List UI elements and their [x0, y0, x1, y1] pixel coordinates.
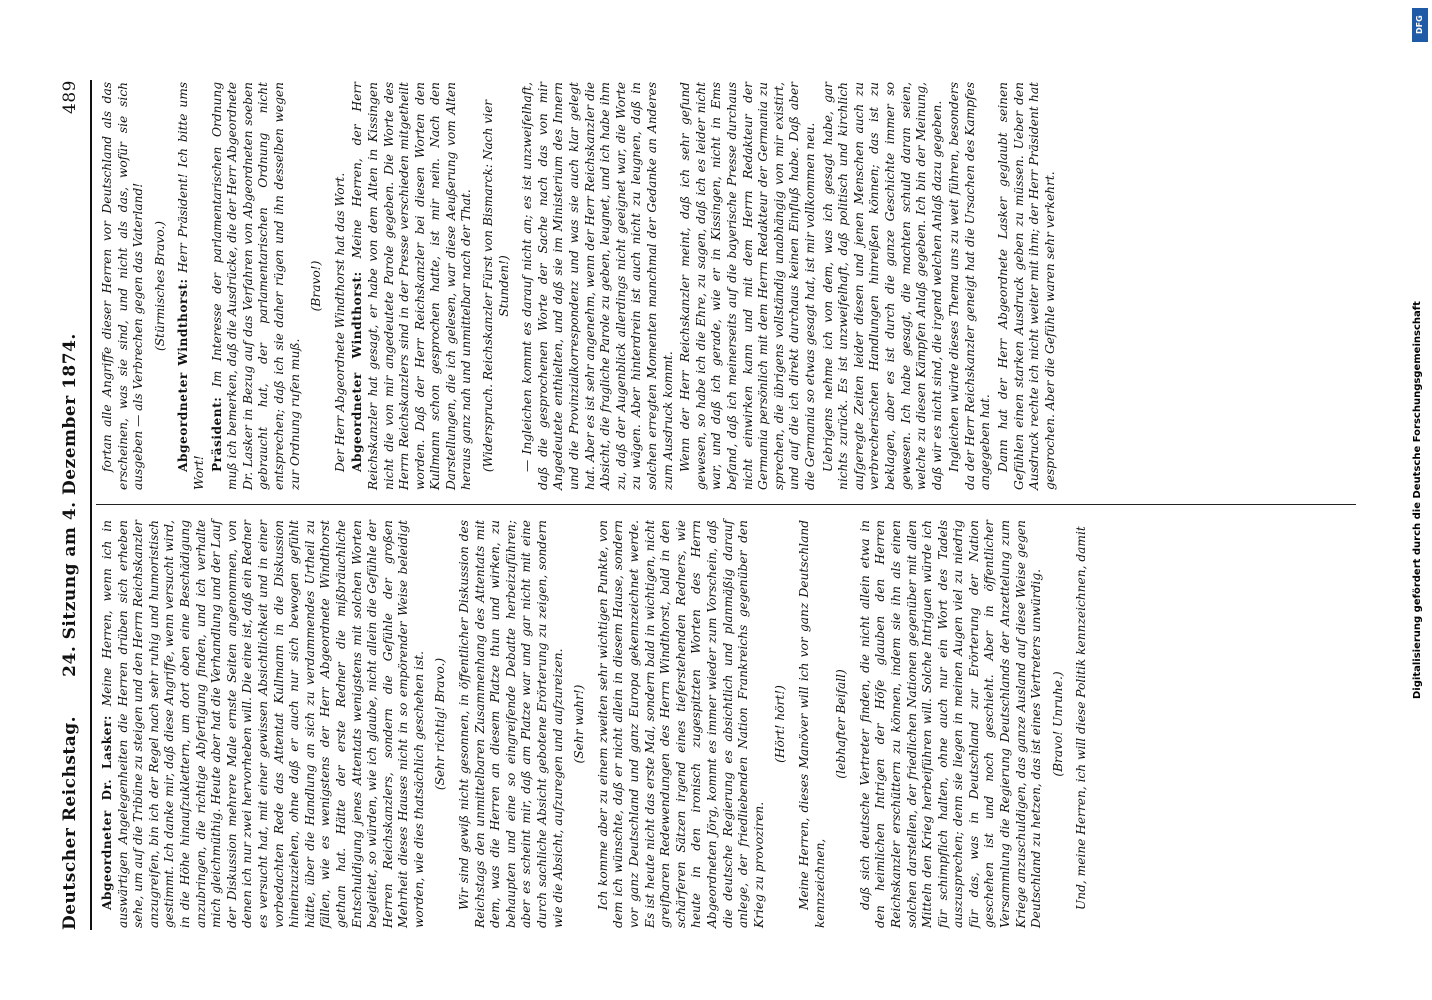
- speech-paragraph: [350, 82, 475, 490]
- speech-text: Herr Präsident! Ich bitte ums Wort!: [176, 81, 206, 490]
- paragraph: daß sich deutsche Vertreter finden, die nicht allein etwa in den heimlichen Intrigen der Höfe glauben den Herren Reichskanzler erschüttern zu können, indem sie ihn als einen solchen darstellen, der friedlichen Nationen gegenüber mit allen Mitteln den Krieg herbeiführen will. Solche Intriguen würde ich für schimpflich halten, ohne auch nur ein Wort des Tadels auszusprechen; denn sie liegen in meinen Augen viel zu niedrig für das, was in Deutschland zur Erörterung der Nation geschehen ist und noch geschieht. Aber in öffentlicher Versammlung die Regierung Deutschlands der Anzettelung zum Kriege anzuschuldigen, das ganze Ausland auf diese Weise gegen Deutschland zu hetzen, das ist eines Vertreters unwürdig.: [857, 520, 1044, 928]
- speech-text: Meine Herren, wenn ich in auswärtigen Angelegenheiten die Herren drüben sich erheben sehe, um auf die Tribüne zu steigen und den Herrn Reichskanzler anzugreifen, bin ich der Regel nach sehr ruhig und humoristisch gestimmt. Ich danke mir, daß diese Angriffe, wenn versucht wird, in die Höhe hinaufzuklettern, um dort oben eine Beschädigung anzubringen, die richtige Abfertigung finden, und ich verhalte mich gleichmüthig. Heute aber hat die Verhandlung und der Lauf der Diskussion mehrere Male ernste Seiten angenommen, von denen ich nur zwei hervorheben will. Die eine ist, daß ein Redner es versucht hat, mit einer gewissen Absichtlichkeit und in einer vorbedachten Rede das Attentat Kullmann in die Diskussion hineinzuziehen, ohne daß er auch nur sich bewogen gefühlt hätte, über die Handlung an sich zu verdammendes Urtheil zu fällen, wie es wenigstens der Herr Abgeordnete Windthorst gethan hat. Hätte der erste Redner die mißbräuchliche Entschuldigung jenes Attentats wenigstens mit solchen Worten begleitet, so würden, wie ich glaube, nicht allein die Gefühle der Herren Reichskanzlers, sondern die Gefühle der großen Mehrheit dieses Hauses nicht in so empörender Weise beleidigt worden, wie dies thatsächlich geschehen ist.: [100, 520, 426, 928]
- right-column: [100, 82, 1060, 490]
- dfg-logo: DFG: [1412, 8, 1428, 42]
- paragraph: Uebrigens nehme ich von dem, was ich gesagt habe, gar nichts zurück. Es ist unzweifelhaft, daß politisch und kirchlich aufgeregte Zeiten leider diesen und jenen Menschen auch zu verbrecherischen Handlungen hinreißen können; das ist zu beklagen, aber es ist durch die ganze Geschichte immer so gewesen. Ich habe gesagt, die machten schuld daran seien, welche zu diesen Kämpfen Anlaß gegeben. Ich bin der Meinung, daß wir es nicht sind, die irgend welchen Anlaß dazu gegeben.: [820, 82, 944, 490]
- interjection: (Hört! hört!): [773, 685, 788, 763]
- paragraph: Der Herr Abgeordnete Windthorst hat das Wort.: [332, 172, 347, 472]
- paragraph: Meine Herren, dieses Manöver will ich vor ganz Deutschland kennzeichnen,: [796, 520, 827, 928]
- paragraph: Wir sind gewiß nicht gesonnen, in öffentlicher Diskussion des Reichstags den unmittelbaren Zusammenhang des Attentats mit dem, was die Herren an diesem Platze thun und wirken, zu behaupten und eine so eingreifende Debatte herbeizuführen; aber es scheint mir, daß am Platze war und gar nicht mit eine durch sachliche Absicht gebotene Erörterung zu zeigen, sondern wie die Absicht, aufzuregen und aufzureizen.: [457, 520, 565, 928]
- interjection: (Bravo!): [309, 260, 324, 312]
- page-number: 489: [60, 80, 80, 114]
- paragraph: — Ingleichen kommt es darauf nicht an; es ist unzweifelhaft, daß die gesprochenen Worte der Sache nach das von mir Angedeutete enthielten, und daß sie im Ministerium des Innern und die Provinzialkorrespondenz und was sie auch klar gelegt hat. Aber es ist sehr angenehm, wenn der Herr Reichskanzler die Absicht, die fragliche Parole zu geben, leugnet, und ich habe ihm zu, daß der Augenblick allerdings nicht geeignet war, die Worte zu wägen. Aber hinterdrein ist auch nicht zu leugnen, daß in solchen erregten Momenten manchmal der Gedanke an Anderes zum Ausdruck kommt.: [520, 82, 675, 490]
- left-column: [100, 520, 1092, 928]
- paragraph: Ich komme aber zu einem zweiten sehr wichtigen Punkte, von dem ich wünschte, daß er nicht allein in diesem Hause, sondern vor ganz Deutschland und ganz Europa gekennzeichnet werde. Es ist heute nicht das erste Mal, sondern bald in wichtigen, nicht greifbaren Redewendungen des Herrn Windthorst, bald in den schärferen Sätzen irgend eines tieferstehenden Redners, wie heute in den ironisch zugespitzten Worten des Herrn Abgeordneten Jörg, kommt es immer wieder zum Vorschein, daß die deutsche Regierung es absichtlich und planmäßig darauf anlege, der friedliebenden Nation Frankreichs gegenüber den Krieg zu provoziren.: [595, 520, 766, 928]
- interjection: (Sehr richtig! Bravo.): [433, 657, 448, 791]
- speech-paragraph: [176, 82, 207, 490]
- paragraph: Dann hat der Herr Abgeordnete Lasker geglaubt seinen Gefühlen einen starken Ausdruck geben zu müssen. Ueber den Ausdruck rechte ich nicht weiter mit ihm; der Herr Präsident hat gesprochen. Aber die Gefühle waren sehr verkehrt.: [996, 82, 1057, 490]
- paragraph: Ingleichen würde dieses Thema uns zu weit führen, besonders da der Herr Reichskanzler geneigt hat die Ursachen des Kampfes angegeben hat.: [947, 82, 993, 490]
- page-header: [60, 80, 90, 930]
- interjection: (Stürmisches Bravo.): [152, 220, 167, 352]
- speech-paragraph: [210, 82, 304, 490]
- speech-text: Meine Herren, der Herr Reichskanzler hat gesagt, er habe von dem Alten in Kissingen nicht die von mir angedeutete Parole gegeben. Die Worte des Herrn Reichskanzlers sind in der Presse verschieden mitgetheilt worden. Daß der Herr Reichskanzler bei diesen Worten den Kullmann schon gesprochen hatte, ist mir nein. Nach den Darstellungen, die ich gelesen, war diese Aeußerung vom Alten heraus ganz nah und unmittelbar nach der That.: [350, 82, 474, 490]
- speaker-name: Abgeordneter Windthorst:: [350, 271, 365, 472]
- interjection: (Bravo! Unruhe.): [1050, 671, 1065, 777]
- digitization-credit: Digitalisierung gefördert durch die Deutsche Forschungsgemeinschaft: [1412, 301, 1423, 699]
- interjection: (Widerspruch. Reichskanzler Fürst von Bismarck: Nach vier Stunden!): [481, 99, 511, 473]
- header-title: Deutscher Reichstag.: [60, 715, 80, 930]
- header-session: 24. Sitzung am 4. Dezember 1874.: [60, 333, 80, 677]
- speaker-name: Abgeordneter Windthorst:: [176, 278, 191, 472]
- column-divider: [96, 504, 1356, 505]
- speech-paragraph: [100, 520, 427, 928]
- speech-text: Im Interesse der parlamentarischen Ordnung muß ich bemerken, daß die Ausdrücke, die der Herr Abgeordnete Dr. Lasker in Bezug auf das Verfahren von Abgeordneten soeben gebraucht hat, der parlamentarischen Ordnung nicht entsprechen; daß ich sie daher rügen und ihn desselben wegen zur Ordnung rufen muß.: [209, 81, 302, 490]
- interjection: (Sehr wahr!): [572, 684, 587, 764]
- paragraph: Wenn der Herr Reichskanzler meint, daß ich sehr gefund gewesen, so habe ich die Ehre, zu sagen, daß ich es leider nicht war, und daß ich gerade, wie er in Kissingen, nicht in Ems befand, daß ich meinerseits auf die bayerische Presse durchaus nicht einwirken kann und mit dem Herrn Redakteur der Germania persönlich mit dem Herrn Redakteur der Germania zu sprechen, die übrigens vollständig unabhängig von mir existirt, und auf die ich direkt durchaus keinen Einfluß habe. Daß aber die Germania so etwas gesagt hat, ist mir vollkommen neu.: [678, 82, 817, 490]
- paragraph: fortan alle Angriffe dieser Herren vor Deutschland als das erscheinen, was sie sind, und nicht als das, wofür sie sich ausgeben — als Verbrechen gegen das Vaterland!: [100, 82, 146, 490]
- paragraph: Und, meine Herren, ich will diese Politik kennzeichnen, damit: [1074, 526, 1089, 910]
- interjection: (lebhafter Beifall): [834, 669, 849, 779]
- speaker-name: Präsident:: [209, 396, 224, 472]
- speaker-name: Abgeordneter Dr. Lasker:: [100, 715, 114, 910]
- header-rule: [90, 80, 92, 930]
